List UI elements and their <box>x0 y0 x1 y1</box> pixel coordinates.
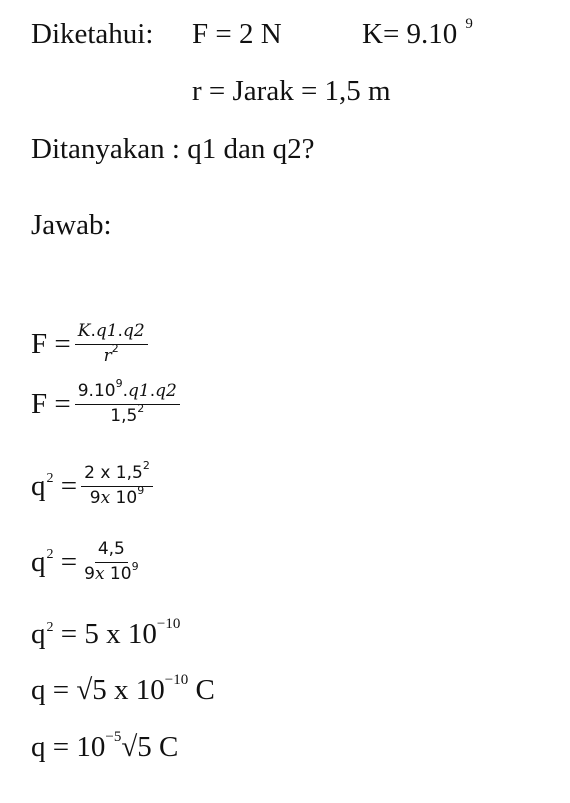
asked-line: Ditanyakan : q1 dan q2? <box>31 133 315 165</box>
step3-lhs: $q^2$ = <box>31 469 78 502</box>
step3-denominator: 9x $10^9$ <box>89 483 145 508</box>
step4-fraction <box>81 540 141 584</box>
known-constant <box>362 16 473 50</box>
equation-step-2 <box>31 377 180 426</box>
equation-step-3 <box>31 459 153 508</box>
step3-fraction <box>81 459 153 508</box>
equation-step-1 <box>31 322 148 366</box>
equation-step-6: q = √5 x $10^{-10}$ C <box>31 672 215 706</box>
step4-lhs: $q^2$ = <box>31 545 78 578</box>
step1-fraction <box>75 322 148 366</box>
step4-numerator: 4,5 <box>95 540 128 563</box>
known-distance: r = Jarak = 1,5 m <box>192 75 391 107</box>
known-force: F = 2 N <box>192 18 282 50</box>
known-label: Diketahui: <box>31 18 154 50</box>
step3-numerator: 2 x $1,5^2$ <box>81 464 153 487</box>
step2-denominator: $1,5^2$ <box>110 401 145 426</box>
step1-denominator: $r^2$ <box>103 341 119 366</box>
answer-label: Jawab: <box>31 209 112 241</box>
step2-lhs: F = <box>31 387 71 420</box>
step2-numerator: 9.10$^9$.q1.q2 <box>75 382 180 405</box>
equation-step-5: $q^2 = 5$ x $10^{-10}$ <box>31 616 181 650</box>
known-constant-exponent: 9 <box>465 16 473 32</box>
step4-denominator: 9x $10^9$ <box>84 559 139 584</box>
known-constant-text: K= 9.10 <box>362 18 458 50</box>
step2-fraction <box>75 377 180 426</box>
equation-step-4 <box>31 540 142 584</box>
step1-lhs: F = <box>31 327 71 360</box>
step1-numerator: K.q1.q2 <box>75 322 148 345</box>
equation-step-7: $q = 10^{-5}√5$ C <box>31 729 179 763</box>
